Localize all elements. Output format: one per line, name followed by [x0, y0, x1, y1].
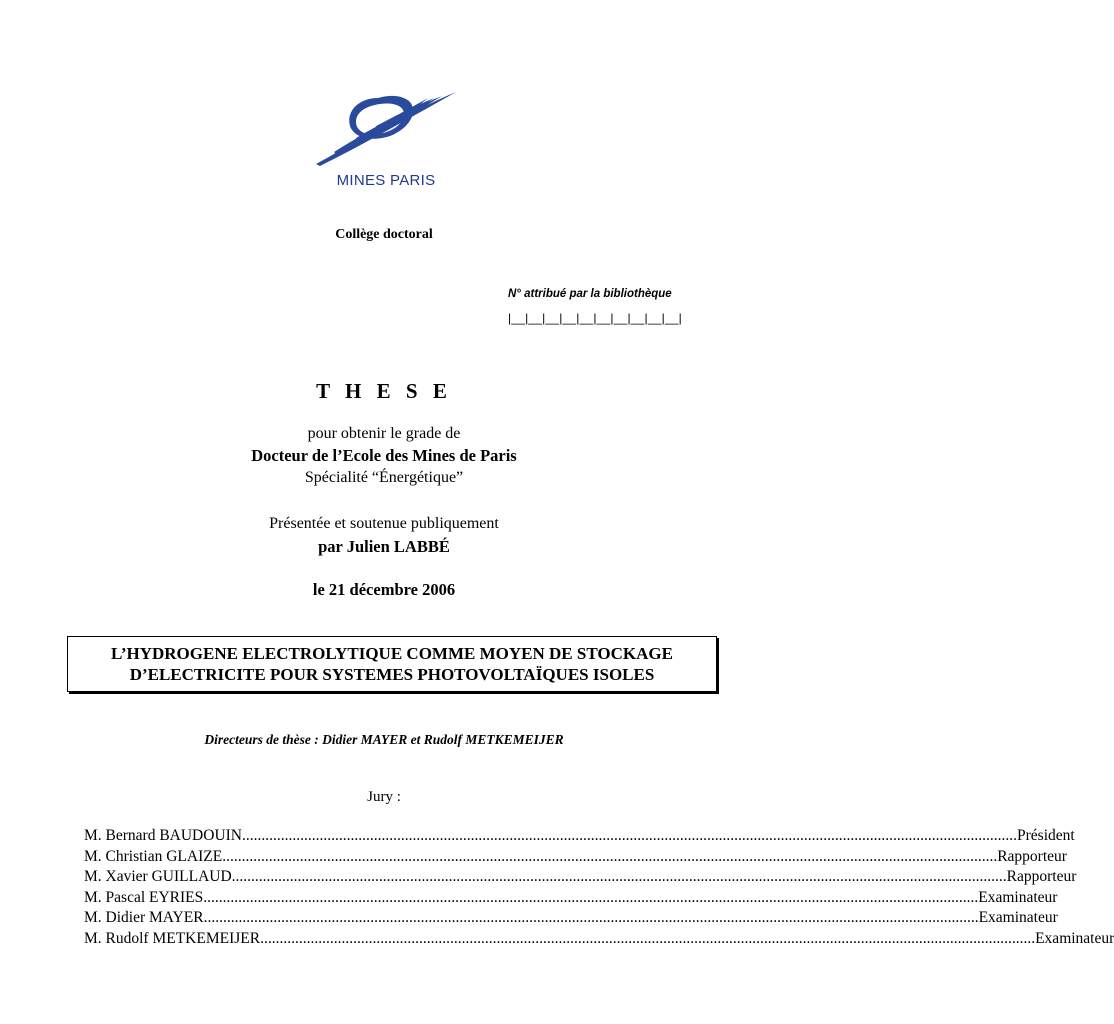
- leader-dots: ........................................................................................................................................................................................................: [242, 827, 1017, 844]
- jury-row: [84, 908, 1058, 929]
- jury-row: [84, 929, 1114, 950]
- leader-dots: ........................................................................................................................................................................................................: [203, 888, 979, 906]
- library-number-boxes: |__|__|__|__|__|__|__|__|__|__|: [508, 311, 682, 325]
- jury-list: [84, 826, 1114, 949]
- leader-dots: ........................................................................................................................................................................................................: [203, 909, 979, 926]
- presentee-line: Présentée et soutenue publiquement: [269, 515, 499, 532]
- jury-name: M. Bernard BAUDOUIN: [84, 827, 242, 844]
- jury-row: [84, 847, 1067, 868]
- grade-line: pour obtenir le grade de: [307, 425, 461, 442]
- jury-role: Examinateur: [978, 909, 1058, 926]
- library-number-label: N° attribué par la bibliothèque: [508, 288, 672, 300]
- jury-row: [84, 826, 1075, 847]
- thesis-title-box: [67, 636, 717, 692]
- these-heading: T H E S E: [316, 379, 452, 403]
- jury-role: Examinateur: [978, 888, 1058, 906]
- jury-row: [84, 888, 1058, 909]
- jury-name: M. Xavier GUILLAUD: [84, 868, 232, 885]
- jury-role: Président: [1017, 827, 1075, 844]
- jury-name: M. Christian GLAIZE: [84, 847, 223, 865]
- jury-name: M. Rudolf METKEMEIJER: [84, 929, 261, 947]
- jury-label: Jury :: [367, 789, 401, 805]
- mines-paris-logo: [306, 86, 466, 198]
- thesis-title-line-2: D’ELECTRICITE POUR SYSTEMES PHOTOVOLTAÏQUES ISOLES: [129, 665, 655, 684]
- jury-row: [84, 867, 1077, 888]
- leader-dots: ........................................................................................................................................................................................................: [222, 847, 998, 865]
- directors-line: Directeurs de thèse : Didier MAYER et Rudolf METKEMEIJER: [204, 732, 564, 747]
- jury-name: M. Didier MAYER: [84, 909, 204, 926]
- thesis-title-line-1: L’HYDROGENE ELECTROLYTIQUE COMME MOYEN DE STOCKAGE: [111, 644, 673, 663]
- logo-text: MINES PARIS: [336, 172, 436, 189]
- mines-paris-logo-icon: [306, 86, 466, 170]
- jury-name: M. Pascal EYRIES: [84, 888, 204, 906]
- specialite-line: Spécialité “Énergétique”: [304, 469, 464, 486]
- jury-role: Rapporteur: [1006, 868, 1077, 885]
- jury-role: Rapporteur: [997, 847, 1067, 865]
- jury-role: Examinateur: [1035, 929, 1114, 947]
- leader-dots: ........................................................................................................................................................................................................: [231, 868, 1007, 885]
- docteur-line: Docteur de l’Ecole des Mines de Paris: [251, 446, 517, 465]
- date-line: le 21 décembre 2006: [312, 580, 456, 599]
- author-line: par Julien LABBÉ: [318, 537, 450, 556]
- college-doctoral: Collège doctoral: [335, 227, 433, 242]
- leader-dots: ........................................................................................................................................................................................................: [260, 929, 1036, 947]
